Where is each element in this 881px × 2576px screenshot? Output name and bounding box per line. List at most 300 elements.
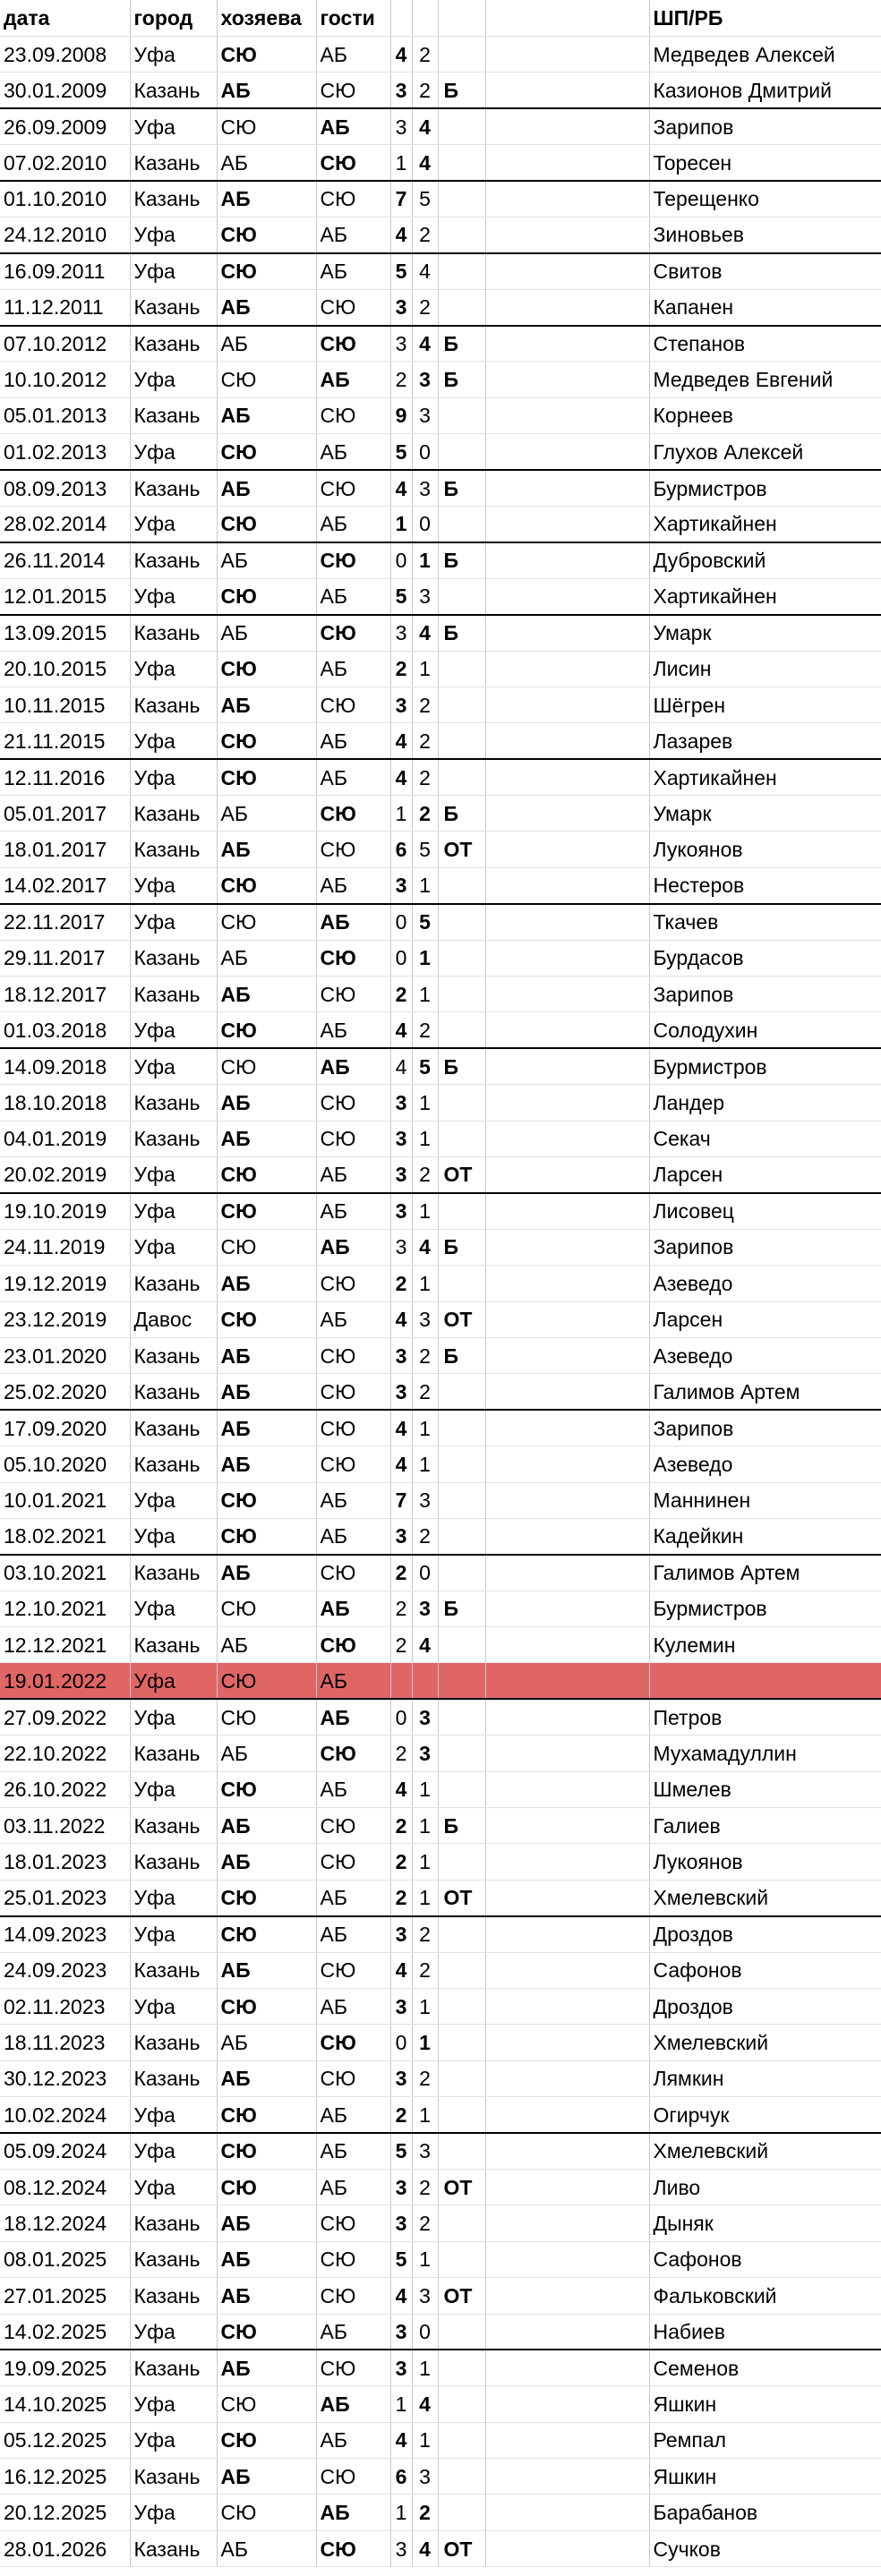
cell-winning-goal[interactable]: Семенов: [649, 2350, 881, 2385]
cell-result-type[interactable]: [438, 1446, 485, 1482]
cell-away-team[interactable]: АБ: [316, 578, 390, 614]
cell-score-home[interactable]: 3: [390, 1229, 412, 1265]
cell-date[interactable]: 30.01.2009: [0, 73, 130, 108]
cell-score-away[interactable]: 2: [412, 73, 438, 108]
cell-away-team[interactable]: СЮ: [316, 1808, 390, 1844]
header-extra[interactable]: [438, 0, 485, 36]
cell-winning-goal[interactable]: Лукоянов: [649, 1844, 881, 1880]
cell-away-team[interactable]: АБ: [316, 1988, 390, 2024]
cell-result-type[interactable]: [438, 289, 485, 325]
cell-away-team[interactable]: АБ: [316, 1301, 390, 1337]
cell-score-home[interactable]: 4: [390, 217, 412, 252]
cell-score-away[interactable]: 3: [412, 1591, 438, 1626]
cell-empty[interactable]: [485, 1844, 649, 1880]
cell-away-team[interactable]: СЮ: [316, 73, 390, 108]
cell-winning-goal[interactable]: Ларсен: [649, 1157, 881, 1193]
cell-date[interactable]: 10.01.2021: [0, 1482, 130, 1518]
cell-score-home[interactable]: 3: [390, 326, 412, 362]
cell-away-team[interactable]: АБ: [316, 2133, 390, 2169]
cell-city[interactable]: Уфа: [130, 1916, 217, 1952]
cell-home-team[interactable]: АБ: [217, 1374, 316, 1410]
cell-score-home[interactable]: 3: [390, 2314, 412, 2350]
cell-city[interactable]: Казань: [130, 1555, 217, 1591]
cell-home-team[interactable]: АБ: [217, 615, 316, 651]
cell-score-away[interactable]: 1: [412, 940, 438, 976]
cell-winning-goal[interactable]: Бурмистров: [649, 470, 881, 506]
cell-date[interactable]: 20.02.2019: [0, 1157, 130, 1193]
cell-date[interactable]: 08.12.2024: [0, 2169, 130, 2205]
cell-result-type[interactable]: [438, 1952, 485, 1988]
cell-away-team[interactable]: СЮ: [316, 940, 390, 976]
cell-home-team[interactable]: АБ: [217, 1121, 316, 1156]
cell-date[interactable]: 01.02.2013: [0, 434, 130, 470]
cell-score-home[interactable]: 1: [390, 2495, 412, 2530]
cell-score-away[interactable]: 1: [412, 1446, 438, 1482]
cell-date[interactable]: 07.10.2012: [0, 326, 130, 362]
cell-date[interactable]: 05.10.2020: [0, 1446, 130, 1482]
cell-home-team[interactable]: СЮ: [217, 723, 316, 759]
cell-home-team[interactable]: СЮ: [217, 651, 316, 687]
cell-date[interactable]: 08.01.2025: [0, 2241, 130, 2277]
cell-date[interactable]: 10.10.2012: [0, 362, 130, 397]
cell-date[interactable]: 05.12.2025: [0, 2422, 130, 2458]
cell-score-away[interactable]: 1: [412, 1880, 438, 1915]
cell-empty[interactable]: [485, 1988, 649, 2024]
cell-date[interactable]: 18.01.2023: [0, 1844, 130, 1880]
cell-home-team[interactable]: АБ: [217, 542, 316, 578]
cell-empty[interactable]: [485, 1518, 649, 1554]
cell-score-away[interactable]: 1: [412, 1771, 438, 1807]
cell-winning-goal[interactable]: Азеведо: [649, 1446, 881, 1482]
cell-date[interactable]: 18.02.2021: [0, 1518, 130, 1554]
cell-result-type[interactable]: [438, 867, 485, 903]
cell-score-home[interactable]: 4: [390, 2278, 412, 2314]
cell-score-away[interactable]: 3: [412, 1699, 438, 1735]
cell-score-home[interactable]: 2: [390, 1844, 412, 1880]
cell-city[interactable]: Уфа: [130, 1048, 217, 1084]
cell-score-away[interactable]: 3: [412, 1482, 438, 1518]
cell-empty[interactable]: [485, 1808, 649, 1844]
cell-score-away[interactable]: 1: [412, 2097, 438, 2133]
cell-score-away[interactable]: 2: [412, 1374, 438, 1410]
cell-city[interactable]: Казань: [130, 1952, 217, 1988]
cell-score-home[interactable]: 3: [390, 2169, 412, 2205]
cell-score-away[interactable]: 1: [412, 2025, 438, 2060]
cell-winning-goal[interactable]: Кулемин: [649, 1627, 881, 1663]
cell-winning-goal[interactable]: Бурдасов: [649, 940, 881, 976]
cell-city[interactable]: Казань: [130, 796, 217, 832]
cell-away-team[interactable]: СЮ: [316, 1085, 390, 1121]
cell-date[interactable]: 19.09.2025: [0, 2350, 130, 2385]
cell-city[interactable]: Уфа: [130, 723, 217, 759]
cell-city[interactable]: Казань: [130, 687, 217, 722]
cell-winning-goal[interactable]: Набиев: [649, 2314, 881, 2350]
cell-winning-goal[interactable]: Мухамадуллин: [649, 1736, 881, 1771]
header-score-away[interactable]: [412, 0, 438, 36]
cell-score-away[interactable]: 3: [412, 1301, 438, 1337]
cell-empty[interactable]: [485, 1952, 649, 1988]
cell-date[interactable]: 13.09.2015: [0, 615, 130, 651]
cell-result-type[interactable]: [438, 2241, 485, 2277]
cell-winning-goal[interactable]: Ларсен: [649, 1301, 881, 1337]
cell-city[interactable]: Уфа: [130, 108, 217, 144]
cell-city[interactable]: Уфа: [130, 362, 217, 397]
cell-empty[interactable]: [485, 1555, 649, 1591]
cell-date[interactable]: 02.11.2023: [0, 1988, 130, 2024]
cell-home-team[interactable]: АБ: [217, 289, 316, 325]
cell-score-away[interactable]: 5: [412, 181, 438, 217]
cell-home-team[interactable]: СЮ: [217, 434, 316, 470]
cell-score-away[interactable]: 0: [412, 506, 438, 542]
cell-away-team[interactable]: СЮ: [316, 2530, 390, 2566]
cell-date[interactable]: 18.11.2023: [0, 2025, 130, 2060]
cell-away-team[interactable]: АБ: [316, 867, 390, 903]
cell-winning-goal[interactable]: Галиев: [649, 1808, 881, 1844]
cell-score-away[interactable]: 2: [412, 36, 438, 72]
cell-city[interactable]: Уфа: [130, 217, 217, 252]
cell-home-team[interactable]: АБ: [217, 2278, 316, 2314]
cell-score-home[interactable]: 3: [390, 73, 412, 108]
cell-score-away[interactable]: 5: [412, 904, 438, 940]
cell-score-away[interactable]: 4: [412, 2530, 438, 2566]
cell-away-team[interactable]: СЮ: [316, 1952, 390, 1988]
cell-city[interactable]: Казань: [130, 2530, 217, 2566]
cell-result-type[interactable]: [438, 687, 485, 722]
cell-home-team[interactable]: АБ: [217, 940, 316, 976]
cell-home-team[interactable]: СЮ: [217, 362, 316, 397]
cell-date[interactable]: 16.09.2011: [0, 253, 130, 289]
cell-city[interactable]: Уфа: [130, 1482, 217, 1518]
cell-city[interactable]: Уфа: [130, 2097, 217, 2133]
cell-score-home[interactable]: 3: [390, 1157, 412, 1193]
cell-score-away[interactable]: 1: [412, 2350, 438, 2385]
cell-score-away[interactable]: 3: [412, 362, 438, 397]
cell-home-team[interactable]: АБ: [217, 2025, 316, 2060]
cell-home-team[interactable]: АБ: [217, 181, 316, 217]
cell-away-team[interactable]: АБ: [316, 723, 390, 759]
cell-city[interactable]: Казань: [130, 2350, 217, 2385]
cell-score-home[interactable]: 2: [390, 651, 412, 687]
cell-result-type[interactable]: [438, 1410, 485, 1446]
cell-home-team[interactable]: СЮ: [217, 1663, 316, 1699]
cell-away-team[interactable]: АБ: [316, 2314, 390, 2350]
cell-date[interactable]: 07.02.2010: [0, 145, 130, 181]
cell-empty[interactable]: [485, 1880, 649, 1915]
cell-score-home[interactable]: 5: [390, 253, 412, 289]
cell-empty[interactable]: [485, 2459, 649, 2495]
cell-result-type[interactable]: [438, 397, 485, 433]
cell-score-away[interactable]: 4: [412, 1229, 438, 1265]
cell-score-home[interactable]: 3: [390, 1337, 412, 1373]
cell-result-type[interactable]: ОТ: [438, 832, 485, 867]
cell-result-type[interactable]: Б: [438, 1591, 485, 1626]
cell-winning-goal[interactable]: Азеведо: [649, 1266, 881, 1301]
cell-winning-goal[interactable]: Лазарев: [649, 723, 881, 759]
cell-result-type[interactable]: ОТ: [438, 1880, 485, 1915]
cell-home-team[interactable]: СЮ: [217, 1988, 316, 2024]
cell-city[interactable]: Казань: [130, 832, 217, 867]
cell-result-type[interactable]: [438, 1482, 485, 1518]
cell-result-type[interactable]: Б: [438, 542, 485, 578]
cell-result-type[interactable]: Б: [438, 73, 485, 108]
cell-empty[interactable]: [485, 326, 649, 362]
cell-result-type[interactable]: [438, 2459, 485, 2495]
cell-home-team[interactable]: СЮ: [217, 1916, 316, 1952]
cell-date[interactable]: 12.10.2021: [0, 1591, 130, 1626]
cell-date[interactable]: 23.01.2020: [0, 1337, 130, 1373]
cell-away-team[interactable]: АБ: [316, 1482, 390, 1518]
cell-away-team[interactable]: АБ: [316, 434, 390, 470]
cell-empty[interactable]: [485, 1157, 649, 1193]
cell-result-type[interactable]: [438, 1193, 485, 1229]
cell-result-type[interactable]: [438, 145, 485, 181]
cell-away-team[interactable]: АБ: [316, 1880, 390, 1915]
cell-result-type[interactable]: [438, 1627, 485, 1663]
cell-empty[interactable]: [485, 1374, 649, 1410]
cell-winning-goal[interactable]: Шмелев: [649, 1771, 881, 1807]
cell-city[interactable]: Уфа: [130, 506, 217, 542]
cell-city[interactable]: Казань: [130, 1121, 217, 1156]
cell-city[interactable]: Уфа: [130, 1771, 217, 1807]
cell-city[interactable]: Уфа: [130, 2495, 217, 2530]
cell-home-team[interactable]: СЮ: [217, 1048, 316, 1084]
cell-result-type[interactable]: Б: [438, 796, 485, 832]
cell-empty[interactable]: [485, 904, 649, 940]
cell-away-team[interactable]: АБ: [316, 1518, 390, 1554]
cell-away-team[interactable]: СЮ: [316, 1736, 390, 1771]
cell-city[interactable]: Казань: [130, 470, 217, 506]
cell-empty[interactable]: [485, 181, 649, 217]
cell-score-away[interactable]: 2: [412, 1952, 438, 1988]
cell-home-team[interactable]: АБ: [217, 1555, 316, 1591]
cell-score-away[interactable]: 3: [412, 2278, 438, 2314]
cell-away-team[interactable]: СЮ: [316, 687, 390, 722]
cell-score-home[interactable]: 3: [390, 867, 412, 903]
cell-score-home[interactable]: 4: [390, 36, 412, 72]
cell-result-type[interactable]: [438, 2314, 485, 2350]
cell-empty[interactable]: [485, 578, 649, 614]
cell-city[interactable]: Казань: [130, 145, 217, 181]
cell-winning-goal[interactable]: Зарипов: [649, 1229, 881, 1265]
cell-score-home[interactable]: 2: [390, 1555, 412, 1591]
cell-result-type[interactable]: [438, 36, 485, 72]
cell-city[interactable]: Казань: [130, 1446, 217, 1482]
cell-score-home[interactable]: 0: [390, 940, 412, 976]
cell-winning-goal[interactable]: Торесен: [649, 145, 881, 181]
cell-score-home[interactable]: 1: [390, 145, 412, 181]
cell-away-team[interactable]: СЮ: [316, 2278, 390, 2314]
cell-home-team[interactable]: СЮ: [217, 1193, 316, 1229]
cell-city[interactable]: Уфа: [130, 253, 217, 289]
cell-winning-goal[interactable]: Бурмистров: [649, 1048, 881, 1084]
header-away[interactable]: гости: [316, 0, 390, 36]
cell-score-home[interactable]: 2: [390, 1736, 412, 1771]
cell-winning-goal[interactable]: Медведев Евгений: [649, 362, 881, 397]
cell-empty[interactable]: [485, 1012, 649, 1048]
cell-city[interactable]: Уфа: [130, 1229, 217, 1265]
cell-winning-goal[interactable]: [649, 1663, 881, 1699]
cell-winning-goal[interactable]: Дубровский: [649, 542, 881, 578]
cell-winning-goal[interactable]: Корнеев: [649, 397, 881, 433]
cell-city[interactable]: Казань: [130, 1410, 217, 1446]
cell-away-team[interactable]: СЮ: [316, 326, 390, 362]
cell-date[interactable]: 01.10.2010: [0, 181, 130, 217]
cell-date[interactable]: 22.11.2017: [0, 904, 130, 940]
cell-away-team[interactable]: АБ: [316, 1699, 390, 1735]
cell-result-type[interactable]: [438, 2350, 485, 2385]
cell-score-away[interactable]: 1: [412, 2241, 438, 2277]
cell-score-home[interactable]: 2: [390, 1266, 412, 1301]
cell-date[interactable]: 19.10.2019: [0, 1193, 130, 1229]
cell-score-home[interactable]: 6: [390, 2459, 412, 2495]
cell-winning-goal[interactable]: Дроздов: [649, 1988, 881, 2024]
cell-away-team[interactable]: АБ: [316, 217, 390, 252]
cell-score-away[interactable]: 4: [412, 615, 438, 651]
cell-score-away[interactable]: 1: [412, 1193, 438, 1229]
cell-score-away[interactable]: 2: [412, 289, 438, 325]
cell-away-team[interactable]: АБ: [316, 1048, 390, 1084]
cell-empty[interactable]: [485, 1229, 649, 1265]
cell-away-team[interactable]: СЮ: [316, 1555, 390, 1591]
cell-score-home[interactable]: 3: [390, 1121, 412, 1156]
cell-empty[interactable]: [485, 1663, 649, 1699]
cell-winning-goal[interactable]: Лисовец: [649, 1193, 881, 1229]
cell-city[interactable]: Казань: [130, 1374, 217, 1410]
header-score-home[interactable]: [390, 0, 412, 36]
cell-score-away[interactable]: 2: [412, 1157, 438, 1193]
cell-winning-goal[interactable]: Глухов Алексей: [649, 434, 881, 470]
cell-score-home[interactable]: 4: [390, 1952, 412, 1988]
cell-score-home[interactable]: 2: [390, 1591, 412, 1626]
cell-result-type[interactable]: [438, 2060, 485, 2096]
cell-empty[interactable]: [485, 2386, 649, 2422]
cell-city[interactable]: Казань: [130, 1808, 217, 1844]
cell-score-away[interactable]: 3: [412, 2459, 438, 2495]
cell-score-home[interactable]: 3: [390, 1374, 412, 1410]
cell-score-home[interactable]: 7: [390, 181, 412, 217]
cell-away-team[interactable]: АБ: [316, 1771, 390, 1807]
cell-city[interactable]: Уфа: [130, 904, 217, 940]
cell-date[interactable]: 29.11.2017: [0, 940, 130, 976]
cell-empty[interactable]: [485, 832, 649, 867]
cell-winning-goal[interactable]: Нестеров: [649, 867, 881, 903]
cell-winning-goal[interactable]: Капанен: [649, 289, 881, 325]
cell-winning-goal[interactable]: Секач: [649, 1121, 881, 1156]
cell-score-away[interactable]: 5: [412, 1048, 438, 1084]
cell-date[interactable]: 24.09.2023: [0, 1952, 130, 1988]
cell-winning-goal[interactable]: Умарк: [649, 615, 881, 651]
cell-score-home[interactable]: 3: [390, 687, 412, 722]
cell-home-team[interactable]: СЮ: [217, 1699, 316, 1735]
cell-city[interactable]: Казань: [130, 1266, 217, 1301]
cell-city[interactable]: Казань: [130, 326, 217, 362]
cell-away-team[interactable]: АБ: [316, 1663, 390, 1699]
cell-date[interactable]: 05.01.2013: [0, 397, 130, 433]
cell-city[interactable]: Уфа: [130, 1880, 217, 1915]
cell-winning-goal[interactable]: Лукоянов: [649, 832, 881, 867]
cell-score-away[interactable]: 3: [412, 397, 438, 433]
cell-result-type[interactable]: [438, 1374, 485, 1410]
cell-winning-goal[interactable]: Ткачев: [649, 904, 881, 940]
cell-result-type[interactable]: [438, 217, 485, 252]
cell-winning-goal[interactable]: Зарипов: [649, 108, 881, 144]
cell-home-team[interactable]: АБ: [217, 1446, 316, 1482]
cell-empty[interactable]: [485, 1482, 649, 1518]
cell-result-type[interactable]: [438, 2133, 485, 2169]
cell-home-team[interactable]: АБ: [217, 832, 316, 867]
cell-city[interactable]: Уфа: [130, 2386, 217, 2422]
cell-result-type[interactable]: ОТ: [438, 2169, 485, 2205]
cell-score-away[interactable]: 1: [412, 651, 438, 687]
cell-date[interactable]: 23.09.2008: [0, 36, 130, 72]
cell-home-team[interactable]: СЮ: [217, 108, 316, 144]
cell-result-type[interactable]: [438, 506, 485, 542]
cell-home-team[interactable]: СЮ: [217, 2169, 316, 2205]
cell-score-home[interactable]: 1: [390, 2386, 412, 2422]
cell-empty[interactable]: [485, 796, 649, 832]
cell-date[interactable]: 28.02.2014: [0, 506, 130, 542]
cell-winning-goal[interactable]: Медведев Алексей: [649, 36, 881, 72]
cell-score-home[interactable]: 5: [390, 2133, 412, 2169]
cell-away-team[interactable]: СЮ: [316, 1410, 390, 1446]
cell-away-team[interactable]: АБ: [316, 2097, 390, 2133]
cell-result-type[interactable]: [438, 1663, 485, 1699]
cell-score-away[interactable]: 4: [412, 1627, 438, 1663]
cell-home-team[interactable]: АБ: [217, 1808, 316, 1844]
cell-score-home[interactable]: 4: [390, 1012, 412, 1048]
cell-score-home[interactable]: 3: [390, 289, 412, 325]
cell-result-type[interactable]: Б: [438, 615, 485, 651]
cell-city[interactable]: Казань: [130, 615, 217, 651]
cell-away-team[interactable]: СЮ: [316, 1266, 390, 1301]
cell-home-team[interactable]: АБ: [217, 687, 316, 722]
cell-away-team[interactable]: СЮ: [316, 832, 390, 867]
cell-empty[interactable]: [485, 434, 649, 470]
cell-home-team[interactable]: СЮ: [217, 36, 316, 72]
cell-result-type[interactable]: [438, 759, 485, 795]
cell-result-type[interactable]: [438, 2422, 485, 2458]
cell-score-home[interactable]: 2: [390, 1627, 412, 1663]
cell-score-away[interactable]: 2: [412, 2205, 438, 2241]
cell-score-away[interactable]: 2: [412, 217, 438, 252]
cell-away-team[interactable]: СЮ: [316, 1446, 390, 1482]
cell-date[interactable]: 14.09.2023: [0, 1916, 130, 1952]
cell-empty[interactable]: [485, 651, 649, 687]
cell-empty[interactable]: [485, 2169, 649, 2205]
cell-city[interactable]: Казань: [130, 1844, 217, 1880]
cell-winning-goal[interactable]: Сафонов: [649, 1952, 881, 1988]
cell-date[interactable]: 22.10.2022: [0, 1736, 130, 1771]
cell-empty[interactable]: [485, 108, 649, 144]
cell-result-type[interactable]: [438, 1844, 485, 1880]
cell-winning-goal[interactable]: Казионов Дмитрий: [649, 73, 881, 108]
cell-score-away[interactable]: 4: [412, 253, 438, 289]
cell-away-team[interactable]: СЮ: [316, 1374, 390, 1410]
cell-result-type[interactable]: ОТ: [438, 1157, 485, 1193]
cell-date[interactable]: 26.11.2014: [0, 542, 130, 578]
cell-score-home[interactable]: 4: [390, 1301, 412, 1337]
header-goal[interactable]: ШП/РБ: [649, 0, 881, 36]
cell-date[interactable]: 03.10.2021: [0, 1555, 130, 1591]
cell-city[interactable]: Казань: [130, 2459, 217, 2495]
cell-score-home[interactable]: 4: [390, 759, 412, 795]
cell-score-home[interactable]: [390, 1663, 412, 1699]
cell-home-team[interactable]: АБ: [217, 2205, 316, 2241]
cell-city[interactable]: Казань: [130, 1337, 217, 1373]
cell-result-type[interactable]: [438, 1916, 485, 1952]
cell-result-type[interactable]: [438, 181, 485, 217]
cell-winning-goal[interactable]: Дроздов: [649, 1916, 881, 1952]
